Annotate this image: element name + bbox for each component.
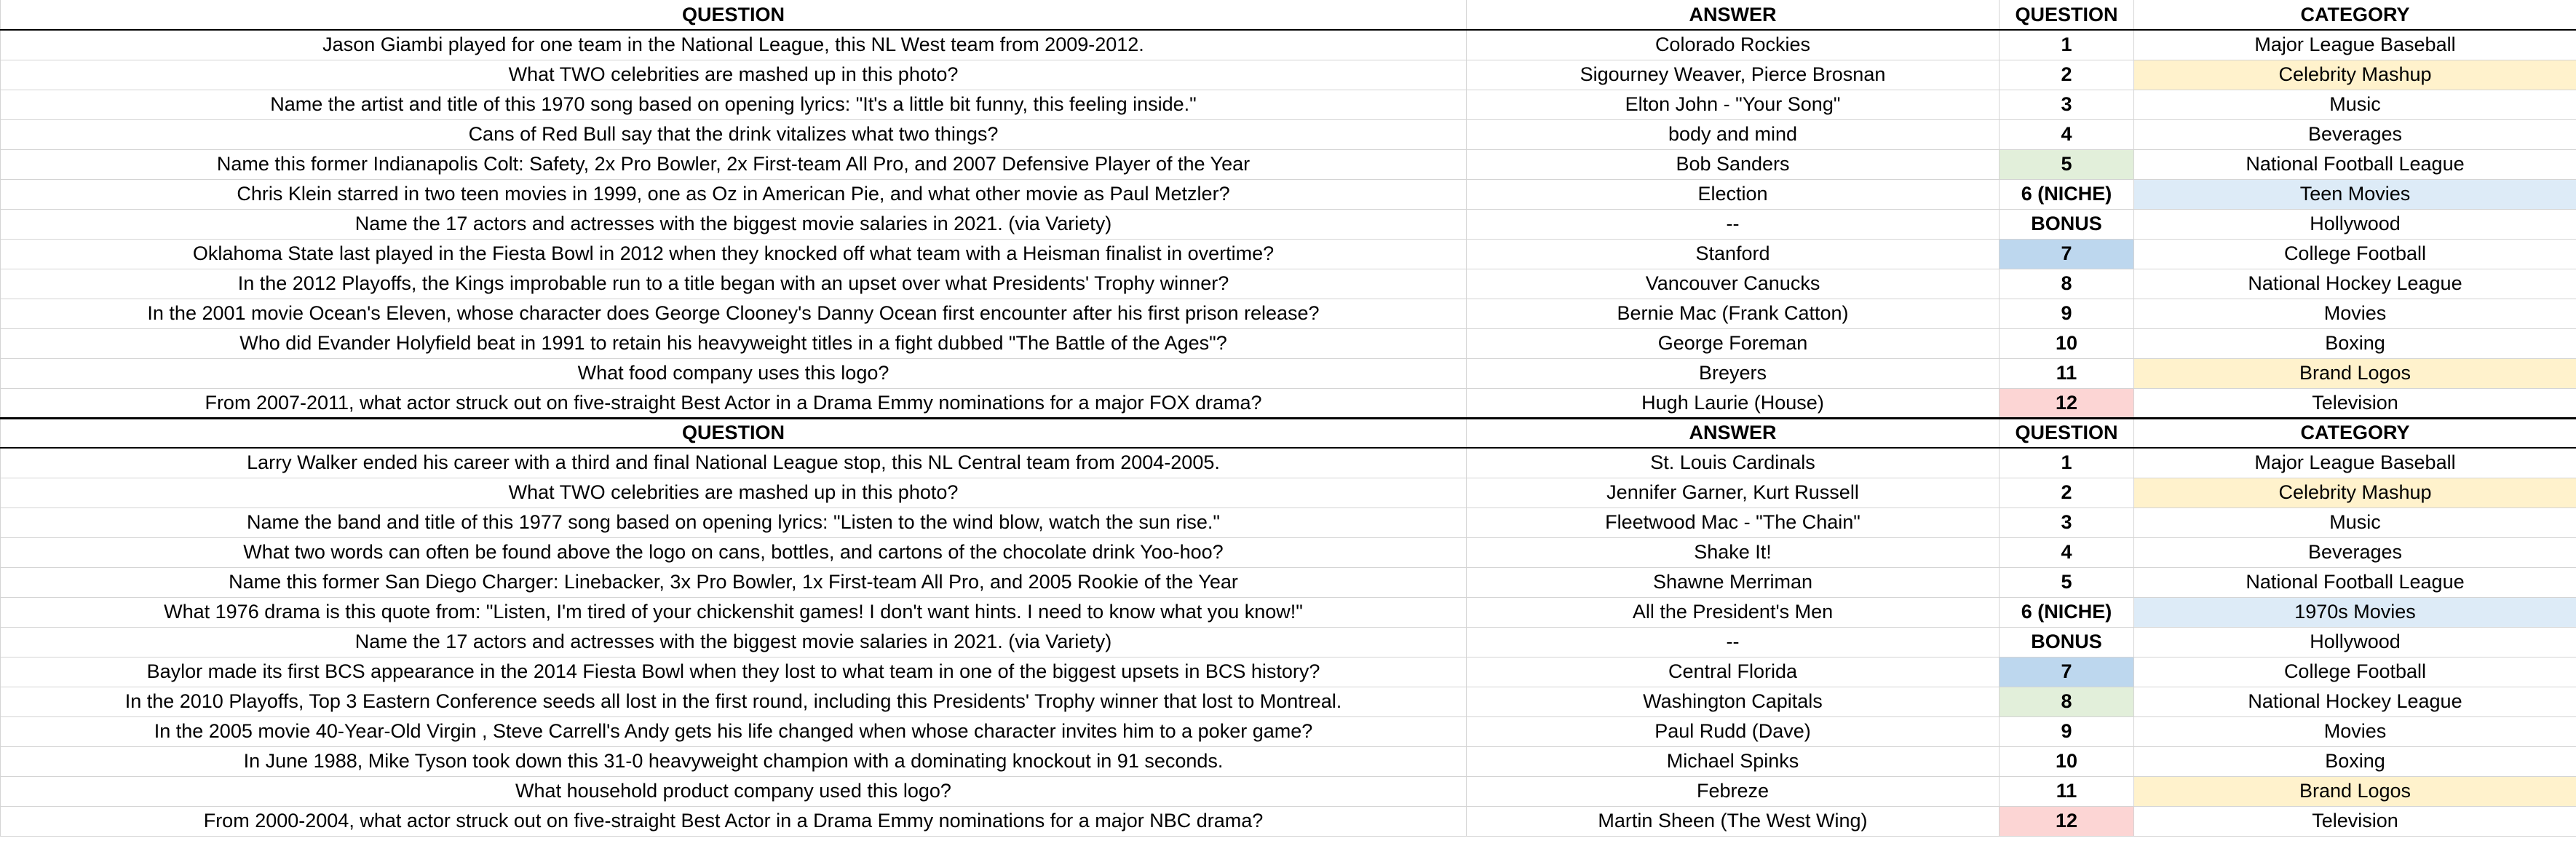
number-cell[interactable]: 3 bbox=[2000, 90, 2134, 119]
category-cell[interactable]: College Football bbox=[2134, 239, 2576, 269]
table-row bbox=[1, 269, 2576, 299]
question-cell[interactable]: Name the band and title of this 1977 song based on opening lyrics: "Listen to the wind blow, watch the sun rise." bbox=[1, 508, 1467, 537]
answer-cell[interactable]: Election bbox=[1467, 179, 2000, 209]
sheet-body bbox=[1, 0, 2576, 836]
number-cell[interactable]: 2 bbox=[2000, 478, 2134, 508]
answer-cell[interactable]: Vancouver Canucks bbox=[1467, 269, 2000, 299]
number-cell[interactable]: 6 (NICHE) bbox=[2000, 179, 2134, 209]
table-row bbox=[1, 60, 2576, 90]
category-cell[interactable]: Teen Movies bbox=[2134, 179, 2576, 209]
table-row bbox=[1, 179, 2576, 209]
answer-cell[interactable]: Sigourney Weaver, Pierce Brosnan bbox=[1467, 60, 2000, 90]
category-cell[interactable]: Beverages bbox=[2134, 119, 2576, 149]
number-cell[interactable]: 12 bbox=[2000, 388, 2134, 418]
number-cell[interactable]: BONUS bbox=[2000, 627, 2134, 657]
answer-cell[interactable]: Paul Rudd (Dave) bbox=[1467, 716, 2000, 746]
question-cell[interactable]: Name the artist and title of this 1970 song based on opening lyrics: "It's a little bit funny, this feeling inside." bbox=[1, 90, 1467, 119]
category-cell[interactable]: National Football League bbox=[2134, 567, 2576, 597]
category-cell[interactable]: Brand Logos bbox=[2134, 776, 2576, 806]
table-row bbox=[1, 508, 2576, 537]
number-cell[interactable]: BONUS bbox=[2000, 209, 2134, 239]
question-cell[interactable]: Chris Klein starred in two teen movies in 1999, one as Oz in American Pie, and what other movie as Paul Metzler? bbox=[1, 179, 1467, 209]
question-cell[interactable]: In June 1988, Mike Tyson took down this 31-0 heavyweight champion with a dominating knockout in 91 seconds. bbox=[1, 746, 1467, 776]
answer-cell[interactable]: St. Louis Cardinals bbox=[1467, 448, 2000, 478]
header-question[interactable]: QUESTION bbox=[1, 0, 1467, 30]
category-cell[interactable]: Celebrity Mashup bbox=[2134, 60, 2576, 90]
category-cell[interactable]: Hollywood bbox=[2134, 209, 2576, 239]
category-cell[interactable]: Celebrity Mashup bbox=[2134, 478, 2576, 508]
number-cell[interactable]: 9 bbox=[2000, 716, 2134, 746]
answer-cell[interactable]: Colorado Rockies bbox=[1467, 30, 2000, 60]
answer-cell[interactable]: Febreze bbox=[1467, 776, 2000, 806]
category-cell[interactable]: Major League Baseball bbox=[2134, 30, 2576, 60]
category-cell[interactable]: Movies bbox=[2134, 299, 2576, 328]
answer-cell[interactable]: Fleetwood Mac - "The Chain" bbox=[1467, 508, 2000, 537]
table-row bbox=[1, 537, 2576, 567]
number-cell[interactable]: 11 bbox=[2000, 358, 2134, 388]
answer-cell[interactable]: Central Florida bbox=[1467, 657, 2000, 687]
header-category[interactable]: CATEGORY bbox=[2134, 418, 2576, 448]
question-cell[interactable]: Larry Walker ended his career with a third and final National League stop, this NL Central team from 2004-2005. bbox=[1, 448, 1467, 478]
number-cell[interactable]: 10 bbox=[2000, 746, 2134, 776]
answer-cell[interactable]: Bob Sanders bbox=[1467, 149, 2000, 179]
table-row bbox=[1, 119, 2576, 149]
number-cell[interactable]: 11 bbox=[2000, 776, 2134, 806]
question-cell[interactable]: In the 2001 movie Ocean's Eleven, whose character does George Clooney's Danny Ocean first encounter after his first prison release? bbox=[1, 299, 1467, 328]
answer-cell[interactable]: Martin Sheen (The West Wing) bbox=[1467, 806, 2000, 836]
category-cell[interactable]: College Football bbox=[2134, 657, 2576, 687]
table-row bbox=[1, 567, 2576, 597]
category-cell[interactable]: Major League Baseball bbox=[2134, 448, 2576, 478]
category-cell[interactable]: Hollywood bbox=[2134, 627, 2576, 657]
category-cell[interactable]: 1970s Movies bbox=[2134, 597, 2576, 627]
category-cell[interactable]: Beverages bbox=[2134, 537, 2576, 567]
category-cell[interactable]: National Hockey League bbox=[2134, 687, 2576, 716]
question-cell[interactable]: What two words can often be found above the logo on cans, bottles, and cartons of the chocolate drink Yoo-hoo? bbox=[1, 537, 1467, 567]
table-row bbox=[1, 687, 2576, 716]
table-row bbox=[1, 299, 2576, 328]
question-cell[interactable]: Name this former Indianapolis Colt: Safety, 2x Pro Bowler, 2x First-team All Pro, and 2007 Defensive Player of the Year bbox=[1, 149, 1467, 179]
table-row bbox=[1, 209, 2576, 239]
answer-cell[interactable]: Washington Capitals bbox=[1467, 687, 2000, 716]
question-cell[interactable]: Baylor made its first BCS appearance in the 2014 Fiesta Bowl when they lost to what team in one of the biggest upsets in BCS history? bbox=[1, 657, 1467, 687]
question-cell[interactable]: In the 2005 movie 40-Year-Old Virgin , Steve Carrell's Andy gets his life changed when whose character invites him to a poker game? bbox=[1, 716, 1467, 746]
question-cell[interactable]: From 2000-2004, what actor struck out on five-straight Best Actor in a Drama Emmy nominations for a major NBC drama? bbox=[1, 806, 1467, 836]
table-row bbox=[1, 358, 2576, 388]
header-number[interactable]: QUESTION bbox=[2000, 418, 2134, 448]
category-cell[interactable]: National Hockey League bbox=[2134, 269, 2576, 299]
number-cell[interactable]: 6 (NICHE) bbox=[2000, 597, 2134, 627]
header-row bbox=[1, 0, 2576, 30]
number-cell[interactable]: 7 bbox=[2000, 239, 2134, 269]
table-row bbox=[1, 657, 2576, 687]
table-row bbox=[1, 627, 2576, 657]
table-row bbox=[1, 388, 2576, 418]
number-cell[interactable]: 1 bbox=[2000, 30, 2134, 60]
number-cell[interactable]: 1 bbox=[2000, 448, 2134, 478]
category-cell[interactable]: Boxing bbox=[2134, 328, 2576, 358]
answer-cell[interactable]: All the President's Men bbox=[1467, 597, 2000, 627]
answer-cell[interactable]: Shawne Merriman bbox=[1467, 567, 2000, 597]
number-cell[interactable]: 12 bbox=[2000, 806, 2134, 836]
table-row bbox=[1, 90, 2576, 119]
question-cell[interactable]: In the 2010 Playoffs, Top 3 Eastern Conference seeds all lost in the first round, including this Presidents' Trophy winner that lost to Montreal. bbox=[1, 687, 1467, 716]
number-cell[interactable]: 9 bbox=[2000, 299, 2134, 328]
question-cell[interactable]: What TWO celebrities are mashed up in this photo? bbox=[1, 478, 1467, 508]
table-row bbox=[1, 716, 2576, 746]
answer-cell[interactable]: Bernie Mac (Frank Catton) bbox=[1467, 299, 2000, 328]
answer-cell[interactable]: Michael Spinks bbox=[1467, 746, 2000, 776]
category-cell[interactable]: Brand Logos bbox=[2134, 358, 2576, 388]
answer-cell[interactable]: Jennifer Garner, Kurt Russell bbox=[1467, 478, 2000, 508]
category-cell[interactable]: National Football League bbox=[2134, 149, 2576, 179]
answer-cell[interactable]: -- bbox=[1467, 627, 2000, 657]
question-cell[interactable]: Name this former San Diego Charger: Linebacker, 3x Pro Bowler, 1x First-team All Pro, and 2005 Rookie of the Year bbox=[1, 567, 1467, 597]
header-number[interactable]: QUESTION bbox=[2000, 0, 2134, 30]
number-cell[interactable]: 8 bbox=[2000, 687, 2134, 716]
question-cell[interactable]: What food company uses this logo? bbox=[1, 358, 1467, 388]
answer-cell[interactable]: Breyers bbox=[1467, 358, 2000, 388]
question-cell[interactable]: Jason Giambi played for one team in the National League, this NL West team from 2009-2012. bbox=[1, 30, 1467, 60]
number-cell[interactable]: 3 bbox=[2000, 508, 2134, 537]
category-cell[interactable]: Music bbox=[2134, 508, 2576, 537]
table-row bbox=[1, 746, 2576, 776]
category-cell[interactable]: Television bbox=[2134, 388, 2576, 418]
question-cell[interactable]: Name the 17 actors and actresses with the biggest movie salaries in 2021. (via Variety) bbox=[1, 627, 1467, 657]
category-cell[interactable]: Movies bbox=[2134, 716, 2576, 746]
category-cell[interactable]: Television bbox=[2134, 806, 2576, 836]
category-cell[interactable]: Boxing bbox=[2134, 746, 2576, 776]
question-cell[interactable]: Cans of Red Bull say that the drink vitalizes what two things? bbox=[1, 119, 1467, 149]
answer-cell[interactable]: George Foreman bbox=[1467, 328, 2000, 358]
table-row bbox=[1, 149, 2576, 179]
number-cell[interactable]: 8 bbox=[2000, 269, 2134, 299]
question-cell[interactable]: Name the 17 actors and actresses with the biggest movie salaries in 2021. (via Variety) bbox=[1, 209, 1467, 239]
question-cell[interactable]: What TWO celebrities are mashed up in this photo? bbox=[1, 60, 1467, 90]
number-cell[interactable]: 2 bbox=[2000, 60, 2134, 90]
question-cell[interactable]: What household product company used this logo? bbox=[1, 776, 1467, 806]
table-row bbox=[1, 30, 2576, 60]
question-cell[interactable]: What 1976 drama is this quote from: "Listen, I'm tired of your chickenshit games! I don't want hints. I need to know what you know!" bbox=[1, 597, 1467, 627]
header-question[interactable]: QUESTION bbox=[1, 418, 1467, 448]
question-cell[interactable]: In the 2012 Playoffs, the Kings improbable run to a title began with an upset over what Presidents' Trophy winner? bbox=[1, 269, 1467, 299]
number-cell[interactable]: 7 bbox=[2000, 657, 2134, 687]
answer-cell[interactable]: Elton John - "Your Song" bbox=[1467, 90, 2000, 119]
header-answer[interactable]: ANSWER bbox=[1467, 0, 2000, 30]
answer-cell[interactable]: -- bbox=[1467, 209, 2000, 239]
table-row bbox=[1, 478, 2576, 508]
answer-cell[interactable]: Hugh Laurie (House) bbox=[1467, 388, 2000, 418]
table-row bbox=[1, 597, 2576, 627]
table-row bbox=[1, 448, 2576, 478]
number-cell[interactable]: 5 bbox=[2000, 567, 2134, 597]
category-cell[interactable]: Music bbox=[2134, 90, 2576, 119]
number-cell[interactable]: 4 bbox=[2000, 119, 2134, 149]
answer-cell[interactable]: Shake It! bbox=[1467, 537, 2000, 567]
question-cell[interactable]: From 2007-2011, what actor struck out on five-straight Best Actor in a Drama Emmy nominations for a major FOX drama? bbox=[1, 388, 1467, 418]
header-row bbox=[1, 418, 2576, 448]
number-cell[interactable]: 10 bbox=[2000, 328, 2134, 358]
table-row bbox=[1, 806, 2576, 836]
answer-cell[interactable]: body and mind bbox=[1467, 119, 2000, 149]
question-cell[interactable]: Who did Evander Holyfield beat in 1991 to retain his heavyweight titles in a fight dubbed "The Battle of the Ages"? bbox=[1, 328, 1467, 358]
question-cell[interactable]: Oklahoma State last played in the Fiesta Bowl in 2012 when they knocked off what team with a Heisman finalist in overtime? bbox=[1, 239, 1467, 269]
answer-cell[interactable]: Stanford bbox=[1467, 239, 2000, 269]
number-cell[interactable]: 4 bbox=[2000, 537, 2134, 567]
header-answer[interactable]: ANSWER bbox=[1467, 418, 2000, 448]
header-category[interactable]: CATEGORY bbox=[2134, 0, 2576, 30]
table-row bbox=[1, 328, 2576, 358]
table-row bbox=[1, 776, 2576, 806]
table-row bbox=[1, 239, 2576, 269]
number-cell[interactable]: 5 bbox=[2000, 149, 2134, 179]
